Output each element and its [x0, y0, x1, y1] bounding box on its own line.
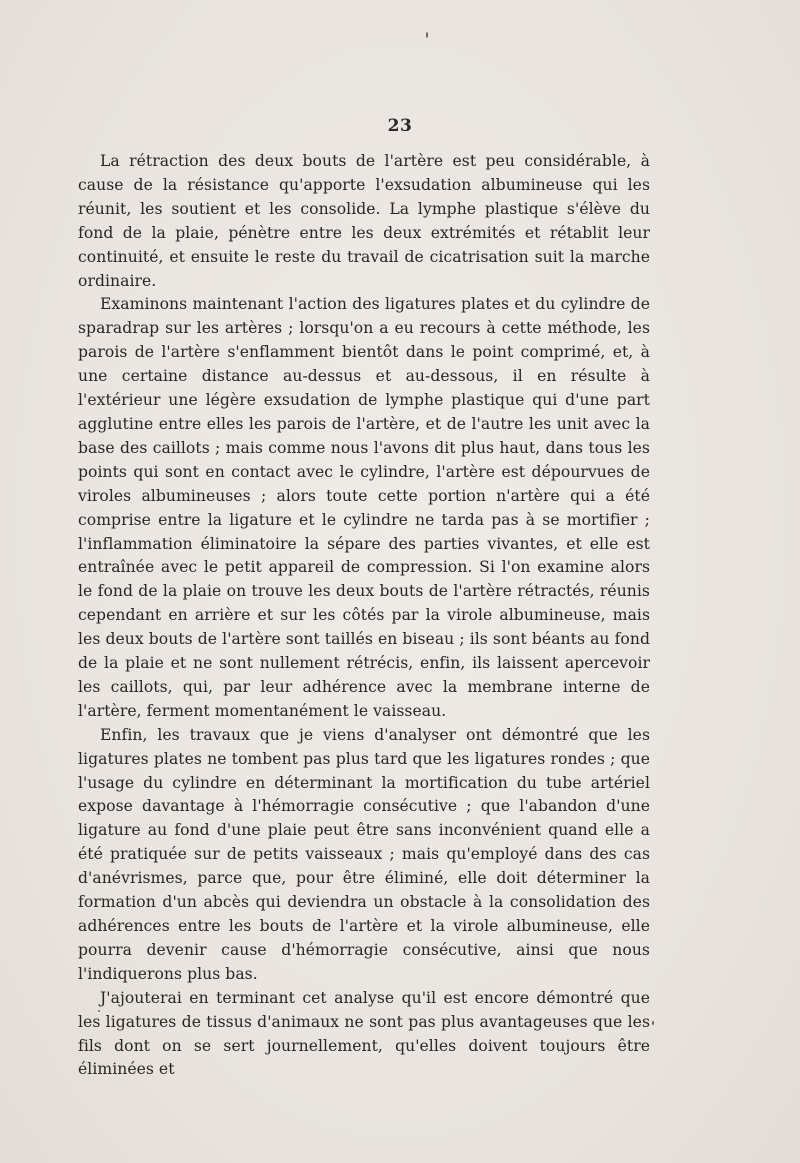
paragraph: Examinons maintenant l'action des ligatures plates et du cylindre de sparadrap sur les artères ; lorsqu'on a eu recours à cette méthode, les parois de l'artère s'enflamment bientôt dans le point comprimé, et, à une certaine distance au-dessus et au-dessous, il en résulte à l'extérieur une légère exsudation de lymphe plastique qui d'une part agglutine entre elles les parois de l'artère, et de l'autre les unit avec la base des caillots ; mais comme nous l'avons dit plus haut, dans tous les points qui sont en contact avec le cylindre, l'artère est dépourvues de viroles albumineuses ; alors toute cette portion n'artère qui a été comprise entre la ligature et le cylindre ne tarda pas à se mortifier ; l'inflammation éliminatoire la sépare des parties vivantes, et elle est entraînée avec le petit appareil de compression. Si l'on examine alors le fond de la plaie on trouve les deux bouts de l'artère rétractés, réunis cependant en arrière et sur les côtés par la virole albumineuse, mais les deux bouts de l'artère sont taillés en biseau ; ils sont béants au fond de la plaie et ne sont nullement rétrécis, enfin, ils laissent apercevoir les caillots, qui, par leur adhérence avec la membrane interne de l'artère, ferment momentanément le vaisseau. — [78, 295, 650, 720]
page-number: 23 — [387, 116, 413, 136]
body-text — [78, 150, 650, 1082]
paragraph: J'ajouterai en terminant cet analyse qu'il est encore démontré que les ligatures de tissus d'animaux ne sont pas plus avantageuses que les fils dont on se sert journellement, qu'elles doivent toujours être éliminées et — [78, 988, 650, 1079]
paragraph: La rétraction des deux bouts de l'artère est peu considérable, à cause de la résistance qu'apporte l'exsudation albumineuse qui les réunit, les soutient et les consolide. La lymphe plastique s'élève du fond de la plaie, pénètre entre les deux extrémités et rétablit leur continuité, et ensuite le reste du travail de cicatrisation suit la marche ordinaire. — [78, 152, 650, 290]
paragraph: Enfin, les travaux que je viens d'analyser ont démontré que les ligatures plates ne tombent pas plus tard que les ligatures rondes ; que l'usage du cylindre en déterminant la mortification du tube artériel expose davantage à l'hémorragie consécutive ; que l'abandon d'une ligature au fond d'une plaie peut être sans inconvénient quand elle a été pratiquée sur de petits vaisseaux ; mais qu'employé dans des cas d'anévrismes, parce que, pour être éliminé, elle doit déterminer la formation d'un abcès qui deviendra un obstacle à la consolidation des adhérences entre les bouts de l'artère et la virole albumineuse, elle pourra devenir cause d'hémorragie consécutive, ainsi que nous l'indiquerons plus bas. — [78, 725, 650, 983]
paper-speck — [652, 1021, 654, 1025]
paper-speck — [426, 32, 428, 38]
